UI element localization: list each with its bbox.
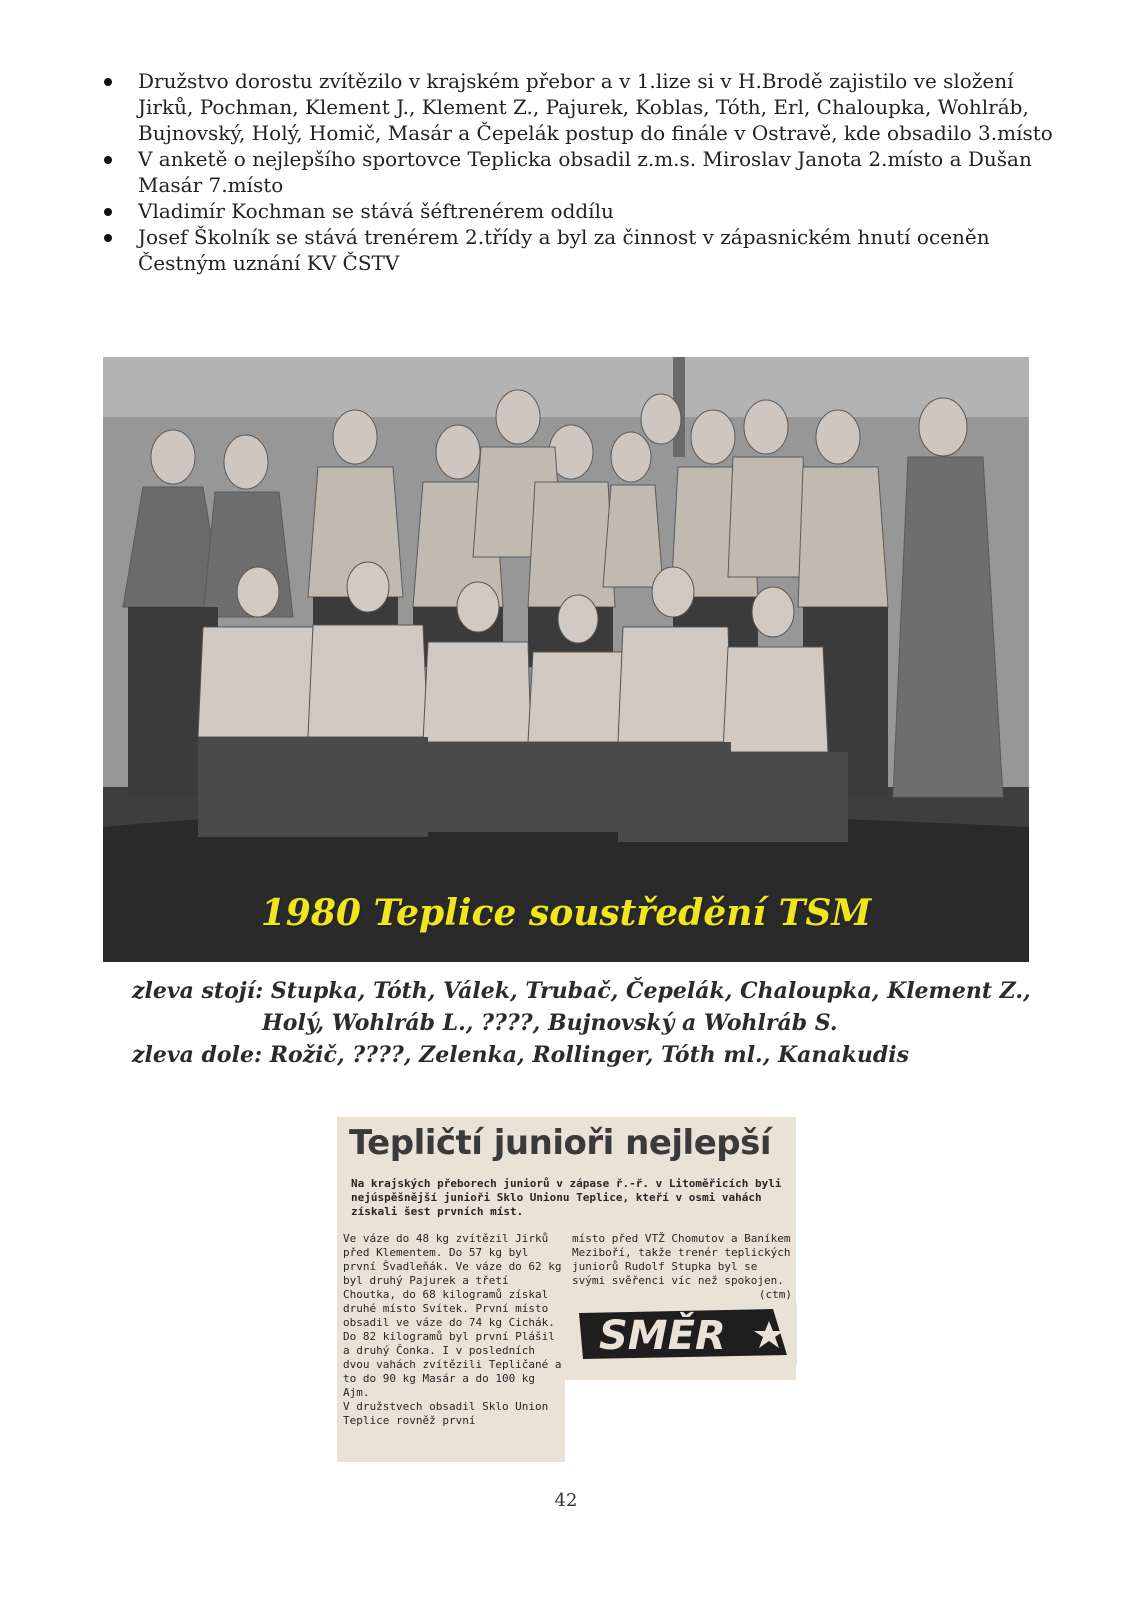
names-standing-line-2: Holý, Wohlráb L., ????, Bujnovský a Wohlráb S. — [262, 1010, 838, 1036]
clipping-column-1: Ve váze do 48 kg zvítězil Jirků před Klementem. Do 57 kg byl první Švadleňák. Ve váze do 62 kg byl druhý Pajurek a třetí Choutka, do 68 kilogramů získal druhé místo Svítek. První místo obsadil ve váze do 74 kg Cichák. Do 82 kilogramů byl první Plášil a druhý Čonka. I v posledních dvou vahách zvítězili Tepličané a to do 90 kg Masár a do 100 kg Ajm. V družstvech obsadil Sklo Union Teplice rovněž první — [343, 1232, 562, 1427]
achievements-list — [100, 68, 1060, 276]
names-bottom-line: zleva dole: Rožič, ????, Zelenka, Rollinger, Tóth ml., Kanakudis — [132, 1042, 910, 1068]
smer-logo — [573, 1303, 797, 1365]
bullet-item: Josef Školník se stává trenérem 2.třídy a byl za činnost v zápasnickém hnutí oceněn Čestným uznání KV ČSTV — [100, 224, 1060, 276]
names-standing-line: zleva stojí: Stupka, Tóth, Válek, Trubač, Čepelák, Chaloupka, Klement Z., — [132, 978, 1031, 1004]
team-photo-illustration — [103, 357, 1029, 962]
photo-caption: 1980 Teplice soustředění TSM — [260, 892, 872, 934]
smer-logo-text: SMĚR — [599, 1313, 726, 1359]
clipping-headline: Tepličtí junioři nejlepší — [349, 1123, 771, 1163]
bullet-item: Vladimír Kochman se stává šéftrenérem oddílu — [100, 198, 1060, 224]
clipping-lead: Na krajských přeborech juniorů v zápase ř.-ř. v Litoměřicích byli nejúspěšnější junioři Sklo Unionu Teplice, kteří v osmi vahách získali šest prvních míst. — [351, 1177, 782, 1218]
bullet-item: V anketě o nejlepšího sportovce Teplicka obsadil z.m.s. Miroslav Janota 2.místo a Dušan Masár 7.místo — [100, 146, 1060, 198]
clipping-column-2 — [572, 1232, 792, 1302]
clipping-column-2-text: místo před VTŽ Chomutov a Baníkem Meziboří, takže trenér teplických juniorů Rudolf Stupka byl se svými svěřenci víc než spokojen. — [572, 1232, 791, 1287]
clipping-cutout — [565, 1380, 797, 1462]
team-photo — [103, 357, 1029, 962]
page-number: 42 — [554, 1490, 578, 1511]
clipping-signature: (ctm) — [758, 1288, 792, 1301]
bullet-item: Družstvo dorostu zvítězilo v krajském přebor a v 1.lize si v H.Brodě zajistilo ve složení Jirků, Pochman, Klement J., Klement Z., Pajurek, Koblas, Tóth, Erl, Chaloupka, Wohlráb, Bujnovský, Holý, Homič, Masár a Čepelák postup do finále v Ostravě, kde obsadilo 3.místo — [100, 68, 1060, 146]
photo-names — [132, 975, 1032, 1071]
